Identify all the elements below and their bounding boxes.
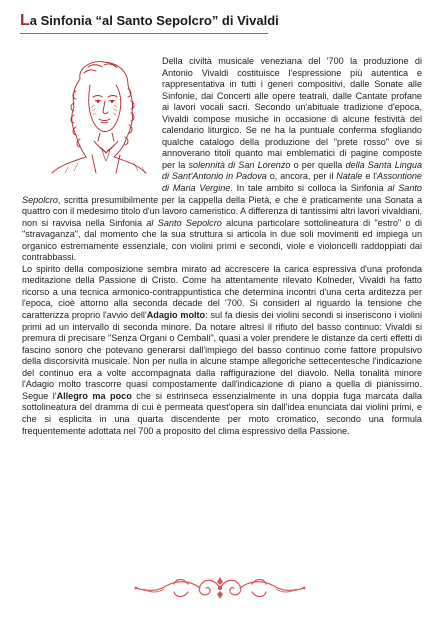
italic-text: solennità di San Lorenzo xyxy=(188,159,291,170)
italic-text: al Santo Sepolcro xyxy=(146,217,222,228)
italic-text: della Santa Lingua di Sant'Antonio in Padova xyxy=(162,159,423,182)
text-run: Della civiltà musicale veneziana del '700 la produzione di Antonio Vivaldi costituisce l'espressione più autentica e rappresentativa in tutti i generi compositivi, dalle Sonate alle Sinfonie, dai Concerti alle opere teatrali, dalle Cantate profane ai lavori vocali sacri. Secondo un'abituale tradizione d'epoca, Vivaldi compose musiche in occasione di alcune festività del calendario liturgico. Se ne ha la puntuale conferma sfogliando qualche catalogo della produzione del "prete rosso" ove si annoverano titoli quanto mai emblematici di pagine composte per la xyxy=(162,56,422,170)
text-run: Lo spirito della composizione sembra mirato ad accrescere la carica espressiva d'una profonda meditazione della Passione di Cristo. Come ha attentamente rilevato Kolneder, Vivaldi ha fatto ricorso a una tecnica armonico-contrappuntistica che determina incontri d'una certa arditezza per l'epoca, cioè attorno alla seconda decade del '700. Si consideri al riguardo la tensione che caratterizza proprio l'avvio dell' xyxy=(22,263,422,321)
title-underline xyxy=(20,33,268,34)
article-paragraph xyxy=(22,264,422,437)
text-run: o, ancora, per il xyxy=(266,171,337,182)
text-run: alcuna particolare sottolineatura di "estro" o di "stravaganza", dal momento che la sua struttura si articola in due soli movimenti ed impiega un organico estremamente essenziale, con violini primi e secondi, viole e violoncelli raddoppiati dai contrabbassi. xyxy=(22,217,422,263)
title-text: a Sinfonia “al Santo Sepolcro” di Vivaldi xyxy=(29,13,279,28)
text-run: che si estrinseca essenzialmente in una doppia fuga marcata dalla sottolineatura del dramma di cui è permeata quest'opera sin dall'idea enunciata dai violini primi, e che si esplicita in una quarta discendente per moto cromatico, secondo una formula frequentemente adottata nel 700 a proposito del clima espressivo della Passione. xyxy=(22,390,422,436)
bold-text: Adagio molto xyxy=(146,310,206,321)
article-body xyxy=(22,56,422,437)
portrait-float-spacer xyxy=(22,56,162,184)
italic-text: Assontione di Maria Vergine xyxy=(162,171,422,194)
italic-text: al Santo Sepolcro xyxy=(22,183,422,205)
page-title xyxy=(20,12,279,30)
text-run: . In tale ambito si colloca la Sinfonia xyxy=(230,183,388,194)
text-run: : sul fa diesis dei violini secondi si inseriscono i violini primi ad un intervallo di seconda minore. Da notare altresì il rifiuto del basso continuo: Vivaldi si premura di precisare "Senza Organi o Cembali", quasi a voler prendere le distanze da certi effetti di fascino sonoro che potevano generarsi dall'impiego del basso continuo come fattore propulsivo della discorsività musicale. Non per nulla in alcune stampe allegoriche settecentesche l'indicazione del continuo era a volte accompagnata dalla raffigurazione del diavolo. Nella tonalità minore l'Adagio molto trascorre quasi compostamente dall'indicazione di piano a quella di pianissimo. Segue l' xyxy=(22,310,423,401)
decorative-ornament-icon xyxy=(128,571,312,605)
italic-text: Natale xyxy=(336,171,363,182)
text-run: , scritta presumibilmente per la cappella della Pietà, e che è praticamente una Sonata a quattro con il medesimo titolo d'un lavoro cameristico. A differenza di tantissimi altri lavori vivaldiani, non si ravvisa nella Sinfonia xyxy=(22,194,422,228)
bold-text: Allegro ma poco xyxy=(56,390,132,401)
text-run: o per quella xyxy=(290,159,346,170)
title-initial: L xyxy=(20,12,30,29)
text-run: e l' xyxy=(362,171,377,182)
